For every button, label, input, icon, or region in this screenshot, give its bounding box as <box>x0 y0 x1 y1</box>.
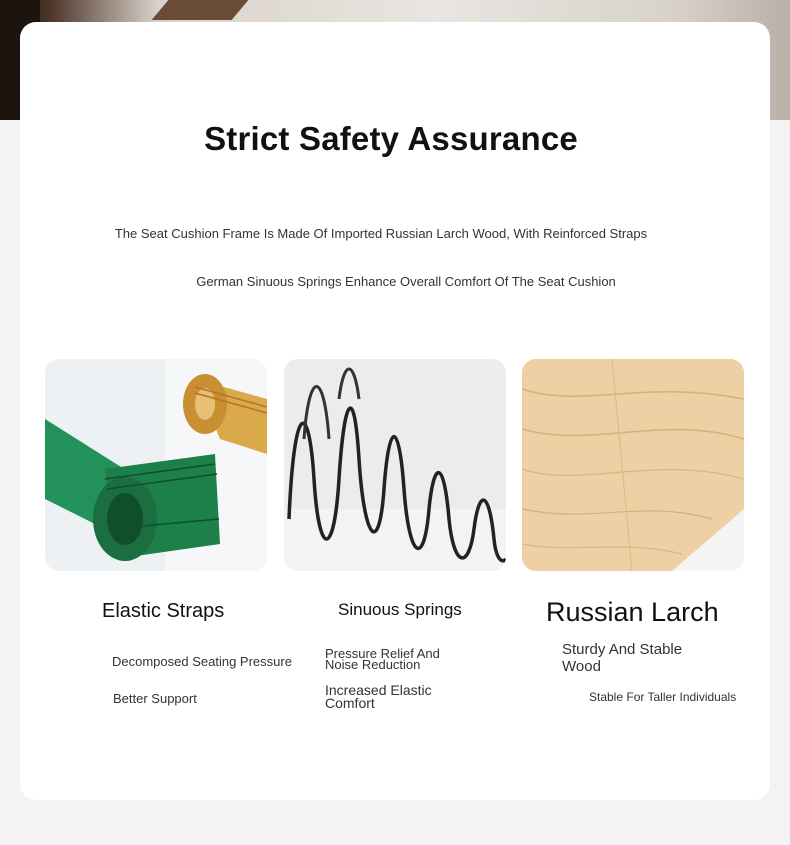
sinuous-springs-image <box>284 359 506 571</box>
feature-title-sinuous-springs: Sinuous Springs <box>338 600 462 619</box>
feature-title-elastic-straps: Elastic Straps <box>102 600 225 622</box>
feature-title-russian-larch: Russian Larch <box>546 597 719 627</box>
elastic-straps-image <box>45 359 267 571</box>
page-title: Strict Safety Assurance <box>204 120 578 157</box>
feature-point: Stable For Taller Individuals <box>589 690 737 704</box>
feature-point: Better Support <box>113 691 197 706</box>
subtitle-line-2: German Sinuous Springs Enhance Overall Comfort Of The Seat Cushion <box>196 274 616 289</box>
larch-wood-illustration <box>522 359 744 571</box>
russian-larch-image <box>522 359 744 571</box>
feature-point: Pressure Relief And Noise Reduction <box>325 646 440 672</box>
feature-point: Decomposed Seating Pressure <box>112 654 292 669</box>
elastic-straps-illustration <box>45 359 267 571</box>
subtitle-line-1: The Seat Cushion Frame Is Made Of Imported Russian Larch Wood, With Reinforced Straps <box>114 226 648 241</box>
feature-point: Sturdy And Stable Wood <box>562 641 683 675</box>
hero-wood-edge <box>152 0 249 20</box>
sinuous-springs-illustration <box>284 359 506 571</box>
feature-point: Increased Elastic Comfort <box>325 682 432 711</box>
